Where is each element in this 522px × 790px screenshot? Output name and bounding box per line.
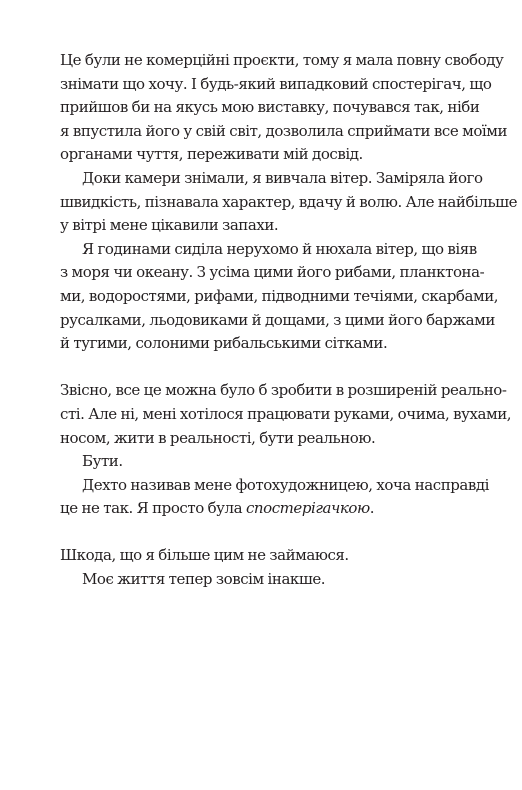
text-line: й тугими, солоними рибальськими сітками. [60,334,388,353]
text-line: Доки камери знімали, я вивчала вітер. Заміряла його [82,168,483,187]
text-line: Бути. [82,452,123,471]
text-line: носом, жити в реальності, бути реальною. [60,428,376,447]
text-line: з моря чи океану. З усіма цими його рибами, планктона- [60,263,485,282]
text-line: швидкість, пізнавала характер, вдачу й волю. Але найбільше [60,192,518,211]
text-segment: . [369,499,375,518]
text-line: прийшов би на якусь мою виставку, почувався так, ніби [60,98,480,117]
paragraph-6 [60,474,490,521]
italic-word: спостерігачкою [245,499,370,518]
text-line: знімати що хочу. І будь-який випадковий спостерігач, що [60,74,492,93]
paragraph-5 [60,450,465,474]
text-line: Я годинами сиділа нерухомо й нюхала вітер, що віяв [82,239,477,258]
text-line: Це були не комерційні проєкти, тому я мала повну свободу [60,51,504,69]
paragraph-7 [60,544,465,568]
paragraph-4 [60,379,512,450]
text-line: Дехто називав мене фотохудожницею, хоча насправді [82,475,490,494]
text-line: Шкода, що я більше цим не займаюся. [60,546,349,565]
body-text [60,49,518,592]
text-line: Звісно, все це можна було б зробити в розширеній реально- [60,381,507,400]
text-line: русалками, льодовиками й дощами, з цими його баржами [60,310,495,329]
text-line: сті. Але ні, мені хотілося працювати руками, очима, вухами, [60,404,512,423]
text-line: я впустила його у свій світ, дозволила сприймати все моїми [60,121,508,140]
text-line: органами чуття, переживати мій досвід. [60,145,363,164]
text-segment: це не так. Я просто була [60,499,246,518]
text-line: у вітрі мене цікавили запахи. [60,216,279,235]
text-line: Моє життя тепер зовсім інакше. [82,570,326,589]
paragraph-1 [60,49,508,167]
text-line-with-italic [60,497,465,521]
paragraph-3 [60,238,499,356]
paragraph-2 [60,167,518,238]
paragraph-8 [60,568,465,592]
text-line: ми, водоростями, рифами, підводними течіями, скарбами, [60,286,499,305]
